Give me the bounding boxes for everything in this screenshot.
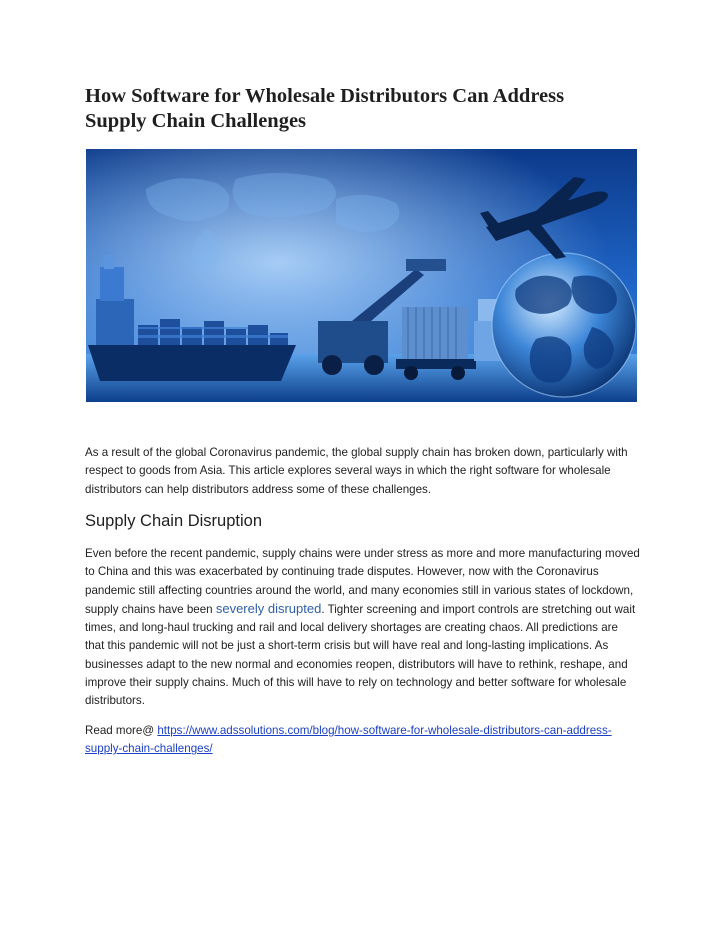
section-text-after-link: . Tighter screening and import controls are stretching out wait times, and long-haul trucking and rail and local delivery shortages are creating chaos. All predictions are that this pandemic will not be just a short-term crisis but will have real and long-lasting implications. As businesses adapt to the new normal and economies reopen, distributors will have to rethink, reshape, and improve their supply chains. Much of this will have to rely on technology and better software for wholesale distributors. [85,602,636,708]
hero-image [86,149,637,402]
read-more-label: Read more@ [85,724,158,737]
section-text-before-link: Even before the recent pandemic, supply chains were under stress as more and more manufacturing moved to China and this was exacerbated by continuing trade disputes. However, now with the Coronavirus pandemic still affecting countries around the world, and many economies still in various states of lockdown, supply chains have been [85,547,640,616]
section-heading: Supply Chain Disruption [85,512,263,530]
read-more-paragraph [85,722,640,759]
globe-icon [492,253,636,397]
severely-disrupted-link[interactable]: severely disrupted [215,600,322,616]
article-title [85,84,645,134]
title-line-1: How Software for Wholesale Distributors Can Address [85,85,565,107]
read-more-url-link[interactable]: https://www.adssolutions.com/blog/how-software-for-wholesale-distributors-can-address-supply-chain-challenges/ [85,724,612,756]
section-paragraph [85,545,640,711]
intro-paragraph: As a result of the global Coronavirus pandemic, the global supply chain has broken down, particularly with respect to goods from Asia. This article explores several ways in which the right software for wholesale distributors can help distributors address some of these challenges. [85,446,628,496]
title-line-2: Supply Chain Challenges [85,110,307,132]
